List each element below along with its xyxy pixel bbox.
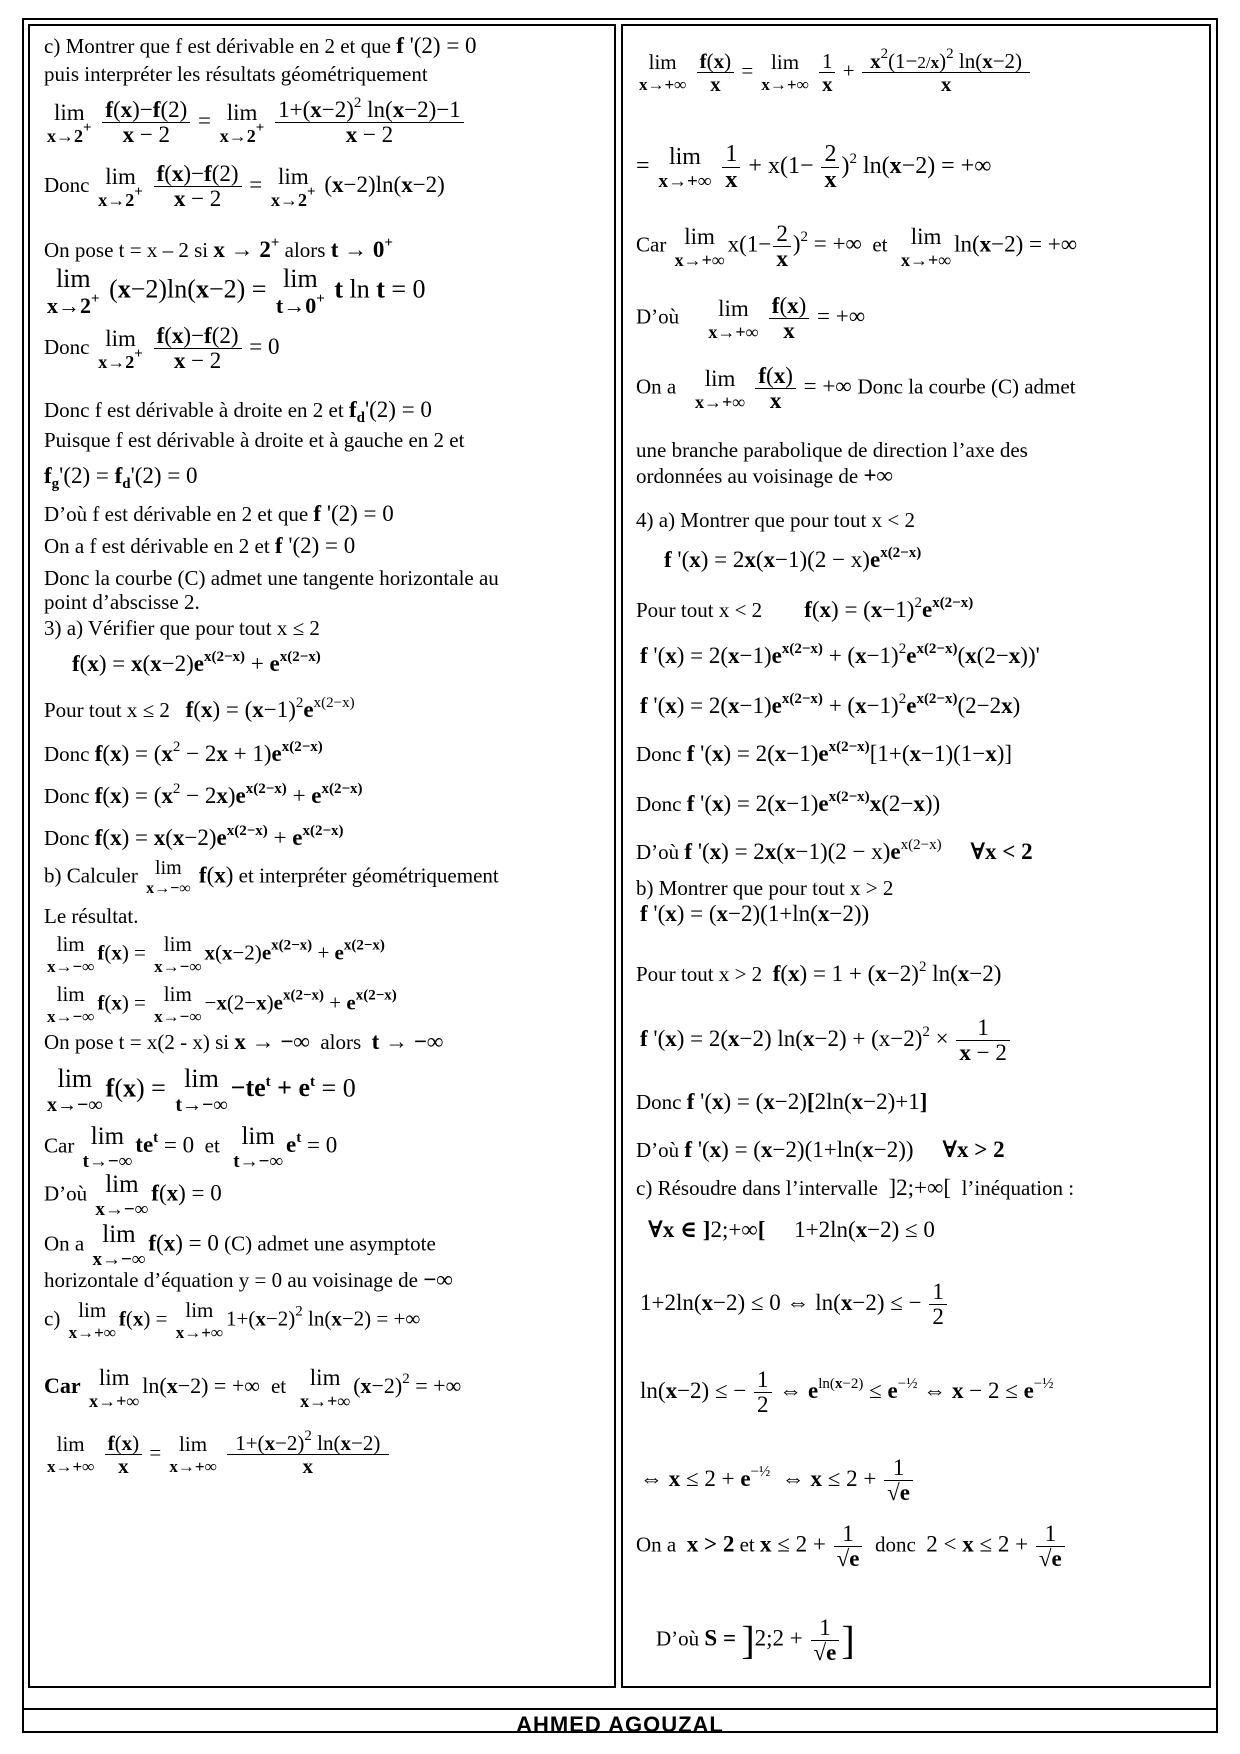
equation-line: lim x→+∞ $\frac{f(x)}{x}$ = lim x→+∞ $\frac{1}{x}$ + $\frac{x^2(1-2/x)^2 \ln(x-2)}{x}$ — [636, 50, 1032, 95]
text-line: point d’abscisse 2. — [44, 590, 200, 614]
equation-line: lim x→2+ (x−2)ln(x−2) = lim t→0+ t ln t = 0 — [47, 264, 426, 318]
equation-line: $f(x) = x(x-2)e^{x(2-x)} + e^{x(2-x)}$ — [72, 649, 321, 676]
equation-line: c) lim x→+∞ f(x) = lim x→+∞ $1+(x-2)^2$ ln(x−2) = +∞ — [44, 1298, 421, 1342]
solution-set: D’où S = ]2;2 + $\frac{1}{√e}$ ] — [656, 1615, 855, 1666]
equation-line: Donc f '(x) = (x−2)[2ln(x−2)+1] — [636, 1089, 928, 1114]
equation-line: On pose t = x – 2 si x → 2+ alors t → 0+ — [44, 235, 393, 262]
equation-line: Donc $f(x) = x(x-2)e^{x(2-x)} + e^{x(2-x)}$ — [44, 823, 344, 850]
equation-line: D’où lim x→+∞ $\frac{f(x)}{x}$ = +∞ — [636, 293, 866, 344]
equation-line: = lim x→+∞ $\frac{1}{x}$ + x(1− $\frac{2}{x}$ )$^2$ ln(x−2) = +∞ — [636, 141, 992, 194]
equation-line: lim x→−∞ f(x) = lim t→−∞ $-te^t + e^t = 0$ — [47, 1064, 356, 1116]
equation-line: Donc f '$(x) = 2(x-1)e^{x(2-x)}x(2-x)$) — [636, 789, 941, 816]
equation-line: On a lim x→−∞ f(x) = 0 (C) admet une asymptote — [44, 1221, 436, 1270]
author-footer: AHMED AGOUZAL — [516, 1712, 724, 1737]
equation-line: ln(x−2) ≤ − $\frac{1}{2}$ ⇔ $e^{ln(x-2)} \le e^{-\frac{1}{2}}$ ⇔ $x - 2 \le e^{-\frac{1}{2}}$ — [640, 1367, 1054, 1418]
equation-line: ⇔ $x \le 2 + e^{-\frac{1}{2}}$ ⇔ x ≤ 2 + $\frac{1}{√e}$ — [640, 1456, 915, 1505]
equation-line: Donc $f(x) = (x^2 - 2x + 1)e^{x(2-x)}$ — [44, 739, 323, 766]
equation-line: On a lim x→+∞ $\frac{f(x)}{x}$ = +∞ Donc la courbe (C) admet — [636, 363, 1076, 414]
question-4c: c) Résoudre dans l’intervalle ]2;+∞[ l’inéquation : — [636, 1175, 1075, 1200]
equation-line: Car lim x→+∞ ln(x−2) = +∞ et lim x→+∞ $(x-2)^2$ = +∞ — [44, 1365, 462, 1411]
text-line: ordonnées au voisinage de +∞ — [636, 463, 893, 488]
equation-line: Car lim x→+∞ x(1− $\frac{2}{x}$ )$^2$ = +∞ et lim x→+∞ ln(x−2) = +∞ — [636, 221, 1078, 272]
equation-line: Donc lim x→2+ $\frac{f(x)-f(2)}{x - 2}$ = lim x→2+ (x−2)ln(x−2) — [44, 161, 445, 212]
question-3b: b) Calculer lim x→−∞ f(x) et interpréter géométriquement — [44, 857, 499, 897]
text-line: Donc f est dérivable à droite en 2 et $f_d'(2) = 0$ — [44, 397, 432, 426]
question-c-title: c) Montrer que f est dérivable en 2 et que f '(2) = 0 — [44, 33, 477, 58]
equation-line: f '(x) = 2(x−2) $\ln(x-2) + (x-2)^2$ × $\frac{1}{x - 2}$ — [640, 1016, 1012, 1065]
equation-line: Donc f '$(x) = 2(x-1)e^{x(2-x)}[1+(x-1)(1-x)]$ — [636, 739, 1013, 766]
equation-line: lim x→−∞ f(x) = lim x→−∞ $x(x-2)e^{x(2-x)} + e^{x(2-x)}$ — [47, 932, 385, 976]
equation-line: lim x→2+ $\frac{f(x)-f(2)}{x - 2}$ = lim x→2+ $\frac{1+(x-2)^2 \ln(x-2)-1}{x - 2}$ — [44, 98, 466, 147]
equation-line: D’où lim x→−∞ f(x) = 0 — [44, 1171, 222, 1220]
equation-line: Donc $f(x) = (x^2 - 2x)e^{x(2-x)} + e^{x(2-x)}$ — [44, 781, 363, 808]
equation-line: D’où f '(x) = (x−2)(1+ln(x−2)) ∀x > 2 — [636, 1137, 1005, 1162]
question-4a: 4) a) Montrer que pour tout x < 2 — [636, 508, 915, 532]
equation-line: f '$(x) = 2(x-1)e^{x(2-x)} + (x-1)^2e^{x(2-x)}(x(2-x))$' — [640, 641, 1040, 668]
question-3a: 3) a) Vérifier que pour tout x ≤ 2 — [44, 616, 320, 640]
text-line: horizontale d’équation y = 0 au voisinage de −∞ — [44, 1267, 453, 1292]
equation-line: Pour tout x ≤ 2 $f(x) = (x-1)^2e^{x(2-x)}$ — [44, 695, 355, 722]
equation-line: f '$(x) = 2x(x-1)(2 - x)e^{x(2-x)}$ — [664, 545, 922, 572]
text-line: Puisque f est dérivable à droite et à gauche en 2 et — [44, 428, 465, 452]
equation-line: On pose t = x(2 - x) si x → −∞ alors t → −∞ — [44, 1029, 444, 1054]
text-line: Donc la courbe (C) admet une tangente horizontale au — [44, 566, 499, 590]
equation-line: lim x→+∞ $\frac{f(x)}{x}$ = lim x→+∞ $\frac{1+(x-2)^2 \ln(x-2)}{x}$ — [44, 1432, 391, 1477]
text-line: On a f est dérivable en 2 et f '(2) = 0 — [44, 533, 356, 558]
text-line: Le résultat. — [44, 904, 139, 928]
equation-line: Pour tout x > 2 $f(x) = 1 + (x-2)^2$ ln(x−2) — [636, 959, 1002, 986]
equation-line: D’où f '$(x) = 2x(x-1)(2 - x)e^{x(2-x)}$ ∀x < 2 — [636, 837, 1033, 864]
question-4b: b) Montrer que pour tout x > 2 — [636, 876, 894, 900]
footer-divider — [22, 1708, 1218, 1710]
equation-line: lim x→−∞ f(x) = lim x→−∞ $-x(2-x)e^{x(2-x)} + e^{x(2-x)}$ — [47, 982, 397, 1026]
equation-line: Car lim t→−∞ $te^t = 0$ et lim t→−∞ $e^t = 0$ — [44, 1123, 338, 1172]
question-c-subtitle: puis interpréter les résultats géométriquement — [44, 62, 428, 86]
text-line: une branche parabolique de direction l’axe des — [636, 438, 1028, 462]
equation-line: $f_g'(2) = f_d'(2) = 0$ — [44, 463, 198, 492]
equation-line: f '$(x) = 2(x-1)e^{x(2-x)} + (x-1)^2e^{x(2-x)}(2-2x)$ — [640, 691, 1021, 718]
equation-line: ∀x ∈ ]2;+∞[ 1+2ln(x−2) ≤ 0 — [648, 1217, 935, 1242]
equation-line: 1+2ln(x−2) ≤ 0 ⇔ ln(x−2) ≤ − $\frac{1}{2}$ — [640, 1280, 949, 1329]
text-line: D’où f est dérivable en 2 et que f '(2) = 0 — [44, 501, 394, 526]
equation-line: Donc lim x→2+ $\frac{f(x)-f(2)}{x - 2}$ = 0 — [44, 323, 280, 374]
equation-line: Pour tout x < 2 $f(x) = (x-1)^2e^{x(2-x)}$ — [636, 595, 974, 622]
equation-line: f '(x) = (x−2)(1+ln(x−2)) — [640, 901, 870, 926]
equation-line: On a x > 2 et x ≤ 2 + $\frac{1}{√e}$ donc 2 < x ≤ 2 + $\frac{1}{√e}$ — [636, 1522, 1067, 1571]
